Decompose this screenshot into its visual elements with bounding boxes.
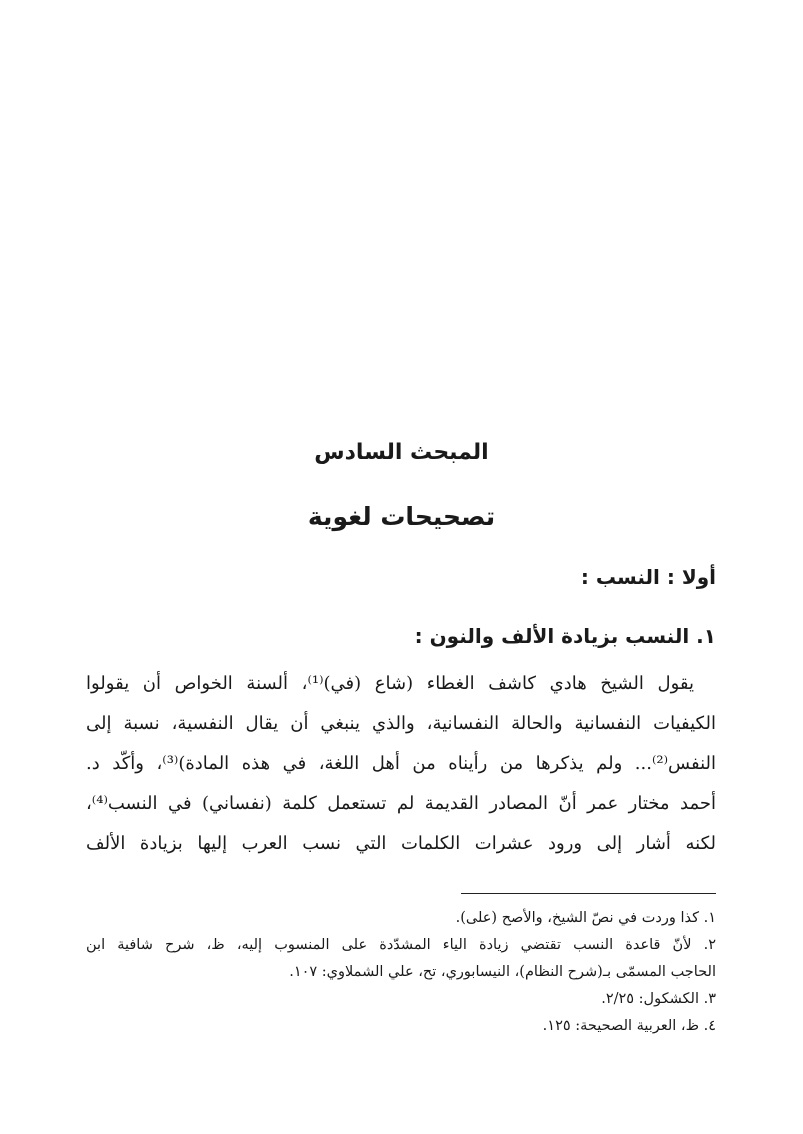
footnote-3: ٣. الكشكول: ٢/٢٥. xyxy=(601,991,716,1007)
footnote-divider xyxy=(461,893,716,894)
chapter-subtitle: تصحيحات لغوية xyxy=(307,502,496,531)
footnote-2-line-2: الحاجب المسمّى بـ(شرح النظام)، النيسابوري، تح، علي الشملاوي: ١٠٧. xyxy=(289,964,716,980)
footnote-2-line-1: ٢. لأنّ قاعدة النسب تقتضي زيادة الياء المشدّدة على المنسوب إليه، ظ، شرح شافية ابن xyxy=(86,937,716,953)
body-line-5: لكنه أشار إلى ورود عشرات الكلمات التي نسب العرب إليها بزيادة الألف xyxy=(86,833,716,854)
footnote-2 xyxy=(86,932,716,986)
section-title: المبحث السادس xyxy=(314,440,489,465)
footnotes-list xyxy=(86,905,716,1040)
body-line-2: الكيفيات النفسانية والحالة النفسانية، والذي ينبغي أن يقال النفسية، نسبة إلى xyxy=(86,713,716,734)
footnote-4: ٤. ظ، العربية الصحيحة: ١٢٥. xyxy=(542,1018,716,1034)
heading-first-nisba: أولا : النسب : xyxy=(580,565,716,589)
heading-alif-nun: ١. النسب بزيادة الألف والنون : xyxy=(414,624,716,648)
body-line-3: النفس⁽²⁾... ولم يذكرها من رأيناه من أهل اللغة، في هذه المادة)⁽³⁾، وأكّد د. xyxy=(86,753,716,774)
body-paragraph xyxy=(86,664,716,864)
body-line-1: يقول الشيخ هادي كاشف الغطاء (شاع (في)⁽¹⁾، ألسنة الخواص أن يقولوا xyxy=(86,673,694,694)
footnote-1: ١. كذا وردت في نصّ الشيخ، والأصح (على). xyxy=(455,910,716,926)
body-line-4: أحمد مختار عمر أنّ المصادر القديمة لم تستعمل كلمة (نفساني) في النسب⁽⁴⁾، xyxy=(86,793,716,814)
